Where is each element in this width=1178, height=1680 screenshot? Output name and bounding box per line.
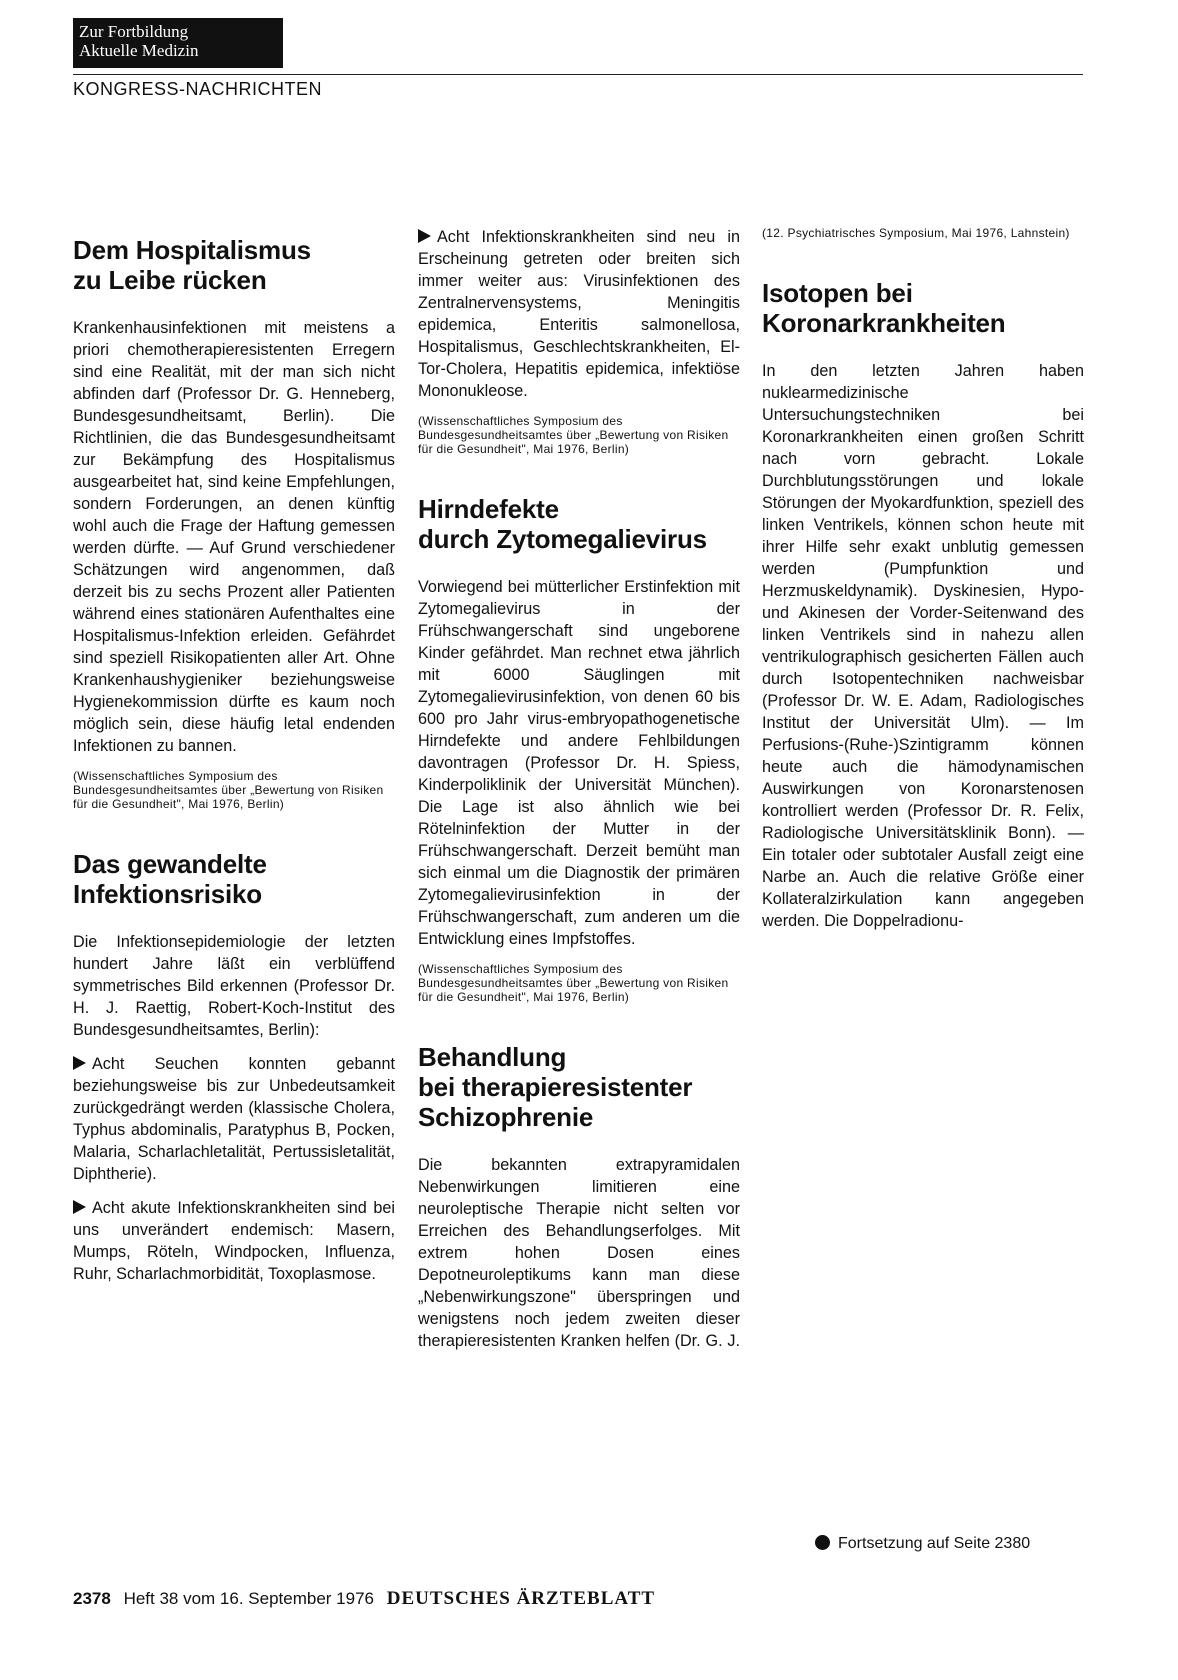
continuation-note: Fortsetzung auf Seite 2380 xyxy=(815,1535,1030,1553)
bullet-item: Acht akute Infektionskrankheiten sind bei uns unverändert endemisch: Masern, Mumps, Röteln, Windpocken, Influenza, Ruhr, Scharlachmorbidität, Toxoplasmose. xyxy=(73,1199,395,1283)
article-body-hospitalismus: Krankenhausinfektionen mit meistens a priori chemotherapieresistenten Erregern sind eine Realität, mit der man sich nicht abfinden darf (Professor Dr. G. Henneberg, Bundesgesundheitsamt, Berlin). Die Richtlinien, die das Bundesgesundheitsamt zur Bekämpfung des Hospitalismus ausgearbeitet hat, sind keine Empfehlungen, sondern Forderungen, an denen künftig wohl auch die Frage der Haftung gemessen werden dürfte. — Auf Grund verschiedener Schätzungen wird angenommen, daß derzeit bis zu sechs Prozent aller Patienten während eines stationären Aufenthaltes eine Hospitalismus-Infektion erleiden. Gefährdet sind speziell Risikopatienten aller Art. Ohne Krankenhaushygieniker beziehungsweise Hygienekommission dürfte es kaum noch möglich sein, diese häufig letal endenden Infektionen zu bannen. xyxy=(73,319,395,755)
section-label: KONGRESS-NACHRICHTEN xyxy=(73,79,323,99)
article-source-hospitalismus: (Wissenschaftliches Symposium des Bundesgesundheitsamtes über „Bewertung von Risiken für die Gesundheit", Mai 1976, Berlin) xyxy=(73,769,384,811)
triangle-bullet-icon xyxy=(73,1056,86,1070)
header-rule xyxy=(73,74,1083,75)
issue-info: Heft 38 vom 16. September 1976 xyxy=(123,1589,374,1608)
article-source-schizophrenie: (12. Psychiatrisches Symposium, Mai 1976, Lahnstein) xyxy=(762,226,1070,240)
badge-line-2: Aktuelle Medizin xyxy=(79,41,199,60)
article-title-zytomegalievirus: Hirndefekte durch Zytomegalievirus xyxy=(418,494,707,554)
article-title-hospitalismus: Dem Hospitalismus zu Leibe rücken xyxy=(73,235,311,295)
article-body-schizophrenie: Die bekannten extrapyramidalen Nebenwirkungen limitieren eine neuroleptische Therapie nicht selten vor Erreichen des Behandlungserfolges. Mit extrem hohen Dosen eines Depotneuroleptikums kann man diese „Nebenwirkungszone" überspringen und wenigstens noch jedem zweiten dieser therapieresistenten Kranken helfen (Dr. G. J. xyxy=(418,1156,740,1350)
article-source-zytomegalievirus: (Wissenschaftliches Symposium des Bundesgesundheitsamtes über „Bewertung von Risiken für die Gesundheit", Mai 1976, Berlin) xyxy=(418,962,729,1004)
bullet-item: Acht Infektionskrankheiten sind neu in Erscheinung getreten oder breiten sich immer weiter aus: Virusinfektionen des Zentralnervensystems, Meningitis epidemica, Enteritis salmonellosa, Hospitalismus, Geschlechtskrankheiten, El-Tor-Cholera, Hepatitis epidemica, infektiöse Mononukleose. xyxy=(418,228,740,400)
journal-name: DEUTSCHES ÄRZTEBLATT xyxy=(386,1588,656,1609)
bullet-dot-icon xyxy=(815,1535,830,1550)
bullet-item: Acht Seuchen konnten gebannt beziehungsweise bis zur Unbedeutsamkeit zurückgedrängt werden (klassische Cholera, Typhus abdominalis, Paratyphus B, Pocken, Malaria, Scharlachletalität, Pertussisletalität, Diphtherie). xyxy=(73,1055,395,1183)
page-number: 2378 xyxy=(73,1589,111,1608)
triangle-bullet-icon xyxy=(418,229,431,243)
article-body-infektionsrisiko: Die Infektionsepidemiologie der letzten hundert Jahre läßt ein verblüffend symmetrisches Bild erkennen (Professor Dr. H. J. Raettig, Robert-Koch-Institut des Bundesgesundheitsamtes, Berlin): xyxy=(73,933,395,1039)
article-body-zytomegalievirus: Vorwiegend bei mütterlicher Erstinfektion mit Zytomegalievirus in der Frühschwangerschaft sind ungeborene Kinder gefährdet. Man rechnet etwa jährlich mit 6000 Säuglingen mit Zytomegalievirusinfektion, von denen 60 bis 600 pro Jahr virus-embryopathogenetische Hirndefekte und andere Fehlbildungen davontragen (Professor Dr. H. Spiess, Kinderpoliklinik der Universität München). Die Lage ist also ähnlich wie bei Rötelninfektion der Mutter in der Frühschwangerschaft. Derzeit bemüht man sich einmal um die Diagnostik der primären Zytomegalievirusinfektion in der Frühschwangerschaft, zum anderen um die Entwicklung eines Impfstoffes. xyxy=(418,578,740,948)
triangle-bullet-icon xyxy=(73,1200,86,1214)
article-source-infektionsrisiko: (Wissenschaftliches Symposium des Bundesgesundheitsamtes über „Bewertung von Risiken für die Gesundheit", Mai 1976, Berlin) xyxy=(418,414,729,456)
article-body-koronarkrankheiten: In den letzten Jahren haben nuklearmedizinische Untersuchungstechniken bei Koronarkrankheiten einen großen Schritt nach vorn gebracht. Lokale Durchblutungsstörungen und lokale Störungen der Myokardfunktion, speziell des linken Ventrikels, können schon heute mit ihrer Hilfe sehr exakt unblutig gemessen werden (Pumpfunktion und Herzmuskeldynamik). Dyskinesien, Hypo- und Akinesen der Vorder-Seitenwand des linken Ventrikels sind in nahezu allen ventrikulographisch gesicherten Fällen auch durch Isotopentechniken nachweisbar (Professor Dr. W. E. Adam, Radiologisches Institut der Universität Ulm). — Im Perfusions-(Ruhe-)Szintigramm können heute auch die hämodynamischen Auswirkungen von Koronarstenosen kontrolliert werden (Professor Dr. R. Felix, Radiologische Universitätsklinik Bonn). — Ein totaler oder subtotaler Ausfall zeigt eine Narbe an. Auch die relative Größe einer Kollateralzirkulation kann angegeben werden. Die Doppelradionu- xyxy=(762,362,1084,930)
page-footer xyxy=(73,1588,655,1610)
column-1 xyxy=(73,235,395,1297)
article-title-schizophrenie: Behandlung bei therapieresistenter Schizophrenie xyxy=(418,1042,693,1132)
article-title-infektionsrisiko: Das gewandelte Infektionsrisiko xyxy=(73,849,267,909)
column-2 xyxy=(418,226,740,1364)
rubric-badge xyxy=(73,18,283,68)
article-title-koronarkrankheiten: Isotopen bei Koronarkrankheiten xyxy=(762,278,1006,338)
badge-line-1: Zur Fortbildung xyxy=(79,22,189,41)
column-3 xyxy=(762,226,1084,1032)
